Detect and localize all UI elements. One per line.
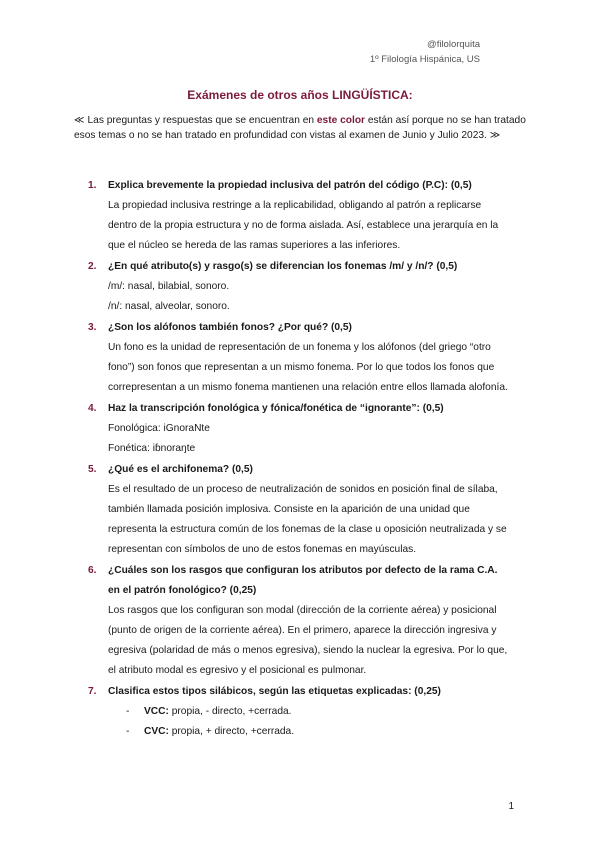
question-number: 7. [88,686,97,697]
page-header [370,37,480,67]
answer-text: Es el resultado de un proceso de neutralización de sonidos en posición final de sílaba, también llamada posición implosiva. Consiste en la aparición de una unidad que representa la estructura común de los fonemas de la clase u oposición neutralizada y se representan con símbolos de uno de estos fonemas en mayúsculas. [108,484,507,555]
syllable-text: propia, + directo, +cerrada. [168,726,295,737]
question-text: ¿Qué es el archifonema? (0,5) [108,464,253,475]
question-item [88,318,508,398]
question-text: Explica brevemente la propiedad inclusiva del patrón del código (P.C): (0,5) [108,180,472,191]
question-number: 4. [88,403,97,414]
question-number: 6. [88,565,97,576]
header-course: 1º Filología Hispánica, US [369,54,480,65]
question-item [88,176,508,256]
header-author: @filolorquita [427,39,480,50]
answer-text: La propiedad inclusiva restringe a la replicabilidad, obligando al patrón a replicarse dentro de la propia estructura y no de forma aislada. Así, establece una jerarquía en la que el núcleo se hereda de las ramas superiores a las inferiores. [108,200,499,251]
answer-text: Fonética: iɓnoraŋte [108,443,196,454]
answer-text: Fonológica: iGnoraNte [108,423,210,434]
syllable-item [108,722,508,742]
syllable-item [108,702,508,722]
intro-highlight: este color [316,115,366,126]
question-number: 2. [88,261,97,272]
answer-text: /m/: nasal, bilabial, sonoro. [108,281,230,292]
question-item [88,399,508,459]
question-item [88,682,508,742]
syllable-text: propia, - directo, +cerrada. [168,706,292,717]
question-text: Clasifica estos tipos silábicos, según las etiquetas explicadas: (0,25) [108,686,441,697]
syllable-label: VCC: [144,706,169,717]
answer-text: Los rasgos que los configuran son modal (dirección de la corriente aérea) y posicional (punto de origen de la corriente aérea). En el primero, aparece la dirección ingresiva y egresiva (polaridad de más o menos egresiva), siendo la nuclear la egresiva. Por lo que, el atributo modal es egresivo y el posicional es pulmonar. [108,605,508,676]
question-text: ¿Son los alófonos también fonos? ¿Por qué? (0,5) [108,322,352,333]
question-item [88,460,508,560]
answer-text: Un fono es la unidad de representación de un fonema y los alófonos (del griego “otro fono”) son fonos que representan a un mismo fonema. Por lo que todos los fonos que correpresentan a un mismo fonema mantienen una relación entre ellos llamada alofonía. [108,342,508,393]
intro-text-after: están así porque no se han tratado esos temas o no se han tratado en profundidad con vistas al examen de Junio y Julio 2023. ≫ [74,115,526,141]
question-number: 1. [88,180,97,191]
dash-bullet: - [126,706,130,717]
question-number: 3. [88,322,97,333]
intro-paragraph [74,114,534,143]
question-item [88,257,508,317]
page-number: 1 [508,801,514,812]
question-text: ¿Cuáles son los rasgos que configuran los atributos por defecto de la rama C.A. en el patrón fonológico? (0,25) [108,565,498,596]
syllable-label: CVC: [144,726,169,737]
intro-text-before: ≪ Las preguntas y respuestas que se encuentran en [74,115,317,126]
page-title: Exámenes de otros años LINGÜÍSTICA: [187,88,413,102]
question-text: ¿En qué atributo(s) y rasgo(s) se diferencian los fonemas /m/ y /n/? (0,5) [108,261,458,272]
answer-text: /n/: nasal, alveolar, sonoro. [108,301,230,312]
question-text: Haz la transcripción fonológica y fónica/fonética de “ignorante”: (0,5) [108,403,444,414]
question-list [88,176,508,743]
dash-bullet: - [126,726,130,737]
question-number: 5. [88,464,97,475]
question-item [88,561,508,681]
